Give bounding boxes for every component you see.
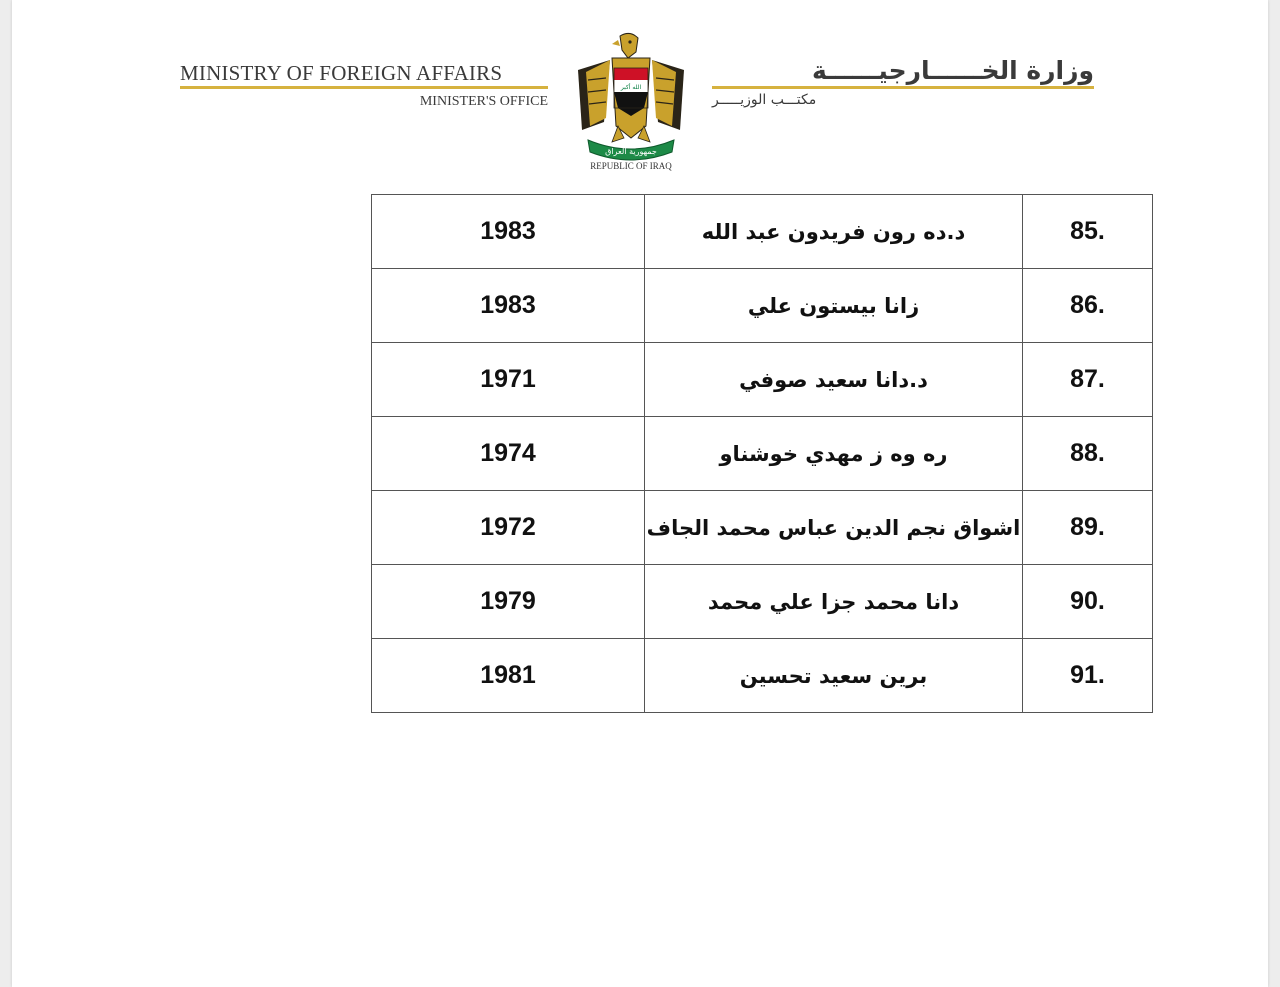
table-row	[372, 343, 1153, 417]
number-cell: 90.	[1023, 565, 1153, 639]
name-cell: زانا بيستون علي	[645, 269, 1023, 343]
year-cell: 1974	[372, 417, 645, 491]
number-cell: 87.	[1023, 343, 1153, 417]
year-cell: 1972	[372, 491, 645, 565]
table-row	[372, 639, 1153, 713]
name-cell: ره وه ز مهدي خوشناو	[645, 417, 1023, 491]
number-cell: 88.	[1023, 417, 1153, 491]
office-subtitle-en: MINISTER'S OFFICE	[419, 94, 548, 109]
table-row	[372, 195, 1153, 269]
letterhead-english	[180, 60, 548, 110]
table-row	[372, 565, 1153, 639]
name-cell: اشواق نجم الدين عباس محمد الجاف	[645, 491, 1023, 565]
iraq-eagle-emblem-icon	[574, 30, 688, 172]
gold-rule-right	[712, 86, 1094, 89]
ministry-title-ar: وزارة الخــــــارجيــــــة	[811, 56, 1094, 85]
year-cell: 1971	[372, 343, 645, 417]
flag-text: الله أكبر	[620, 84, 642, 91]
name-cell: برين سعيد تحسين	[645, 639, 1023, 713]
number-cell: 85.	[1023, 195, 1153, 269]
number-cell: 86.	[1023, 269, 1153, 343]
name-cell: د.دانا سعيد صوفي	[645, 343, 1023, 417]
name-cell: دانا محمد جزا علي محمد	[645, 565, 1023, 639]
republic-caption: REPUBLIC OF IRAQ	[590, 161, 672, 171]
number-cell: 91.	[1023, 639, 1153, 713]
name-cell: د.ده رون فريدون عبد الله	[645, 195, 1023, 269]
office-subtitle-ar: مكتـــب الوزيـــــر	[712, 92, 817, 108]
ministry-title-en: MINISTRY OF FOREIGN AFFAIRS	[180, 61, 503, 85]
year-cell: 1983	[372, 195, 645, 269]
gold-rule-left	[180, 86, 548, 89]
letterhead-arabic	[712, 56, 1094, 108]
table-row	[372, 269, 1153, 343]
year-cell: 1979	[372, 565, 645, 639]
year-cell: 1983	[372, 269, 645, 343]
year-cell: 1981	[372, 639, 645, 713]
banner-text: جمهورية العراق	[605, 147, 657, 156]
table-row	[372, 491, 1153, 565]
names-table	[371, 194, 1153, 713]
number-cell: 89.	[1023, 491, 1153, 565]
table-row	[372, 417, 1153, 491]
